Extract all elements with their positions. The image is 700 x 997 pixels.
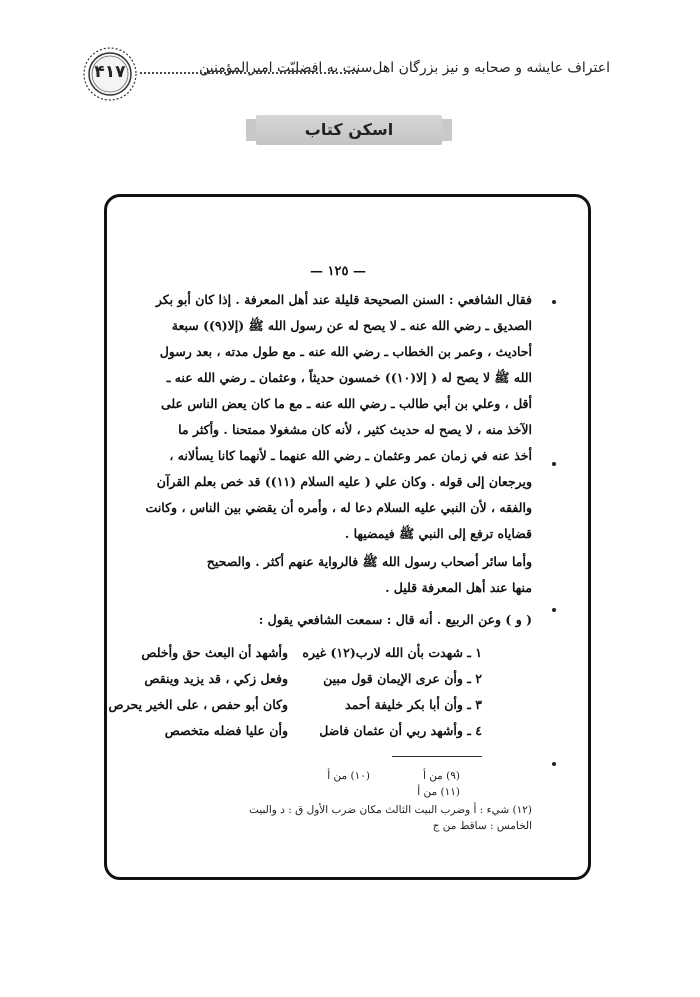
footnote: (١٢) شيء : أ وضرب البيت الثالث مكان ضرب الأول ق : د والبيت <box>249 804 532 816</box>
poem-intro: ( و ) وعن الربيع . أنه قال : سمعت الشافعي يقول : <box>258 612 532 627</box>
scan-mark <box>552 608 556 612</box>
text-line: الله ﷺ لا يصح له ( إلا(١٠)) خمسون حديثاً ، وعثمان ـ رضي الله عنه ـ <box>166 370 532 385</box>
text-line: فقال الشافعي : السنن الصحيحة قليلة عند أهل المعرفة . إذا كان أبو بكر <box>155 292 532 307</box>
footnote: الخامس : ساقط من ج <box>432 820 532 832</box>
text-line: والفقه ، لأن النبي عليه السلام دعا له ، وأمره أن يقضي بين الناس ، وكانت <box>145 500 532 515</box>
text-line: وأما سائر أصحاب رسول الله ﷺ فالرواية عنهم أكثر . والصحيح <box>206 554 532 569</box>
poem-hemistich-first: ١ ـ شهدت بأن الله لارب(١٢) غيره <box>302 645 482 660</box>
footnote: (١٠) من أ <box>327 770 370 782</box>
page-number: ۴۱۷ <box>94 62 126 82</box>
poem-hemistich-second: وأشهد أن البعث حق وأخلص <box>141 645 288 660</box>
poem-hemistich-second: وفعل زكي ، قد يزيد وينقص <box>144 671 288 686</box>
scan-mark <box>552 762 556 766</box>
poem-hemistich-first: ٢ ـ وأن عرى الإيمان قول مبين <box>323 671 482 686</box>
footnote: (٩) من أ <box>422 770 460 782</box>
text-line: قضاياه ترفع إلى النبي ﷺ فيمضيها . <box>344 526 532 541</box>
scan-mark <box>552 462 556 466</box>
running-title: اعتراف عایشه و صحابه و نیز بزرگان اهل‌سنت به افضلیّت امیرالمؤمنین <box>199 60 610 76</box>
scan-label-text: اسکن کتاب <box>304 120 394 139</box>
text-line: ويرجعان إلى قوله . وكان علي ( عليه السلام (١١)) قد خص بعلم القرآن <box>156 474 532 489</box>
text-line: أخذ عنه في زمان عمر وعثمان ـ رضي الله عنهما ـ لأنهما كانا يسألانه ، <box>169 448 532 463</box>
poem-hemistich-first: ٤ ـ وأشهد ربي أن عثمان فاضل <box>319 723 482 738</box>
poem-hemistich-first: ٣ ـ وأن أبا بكر خليفة أحمد <box>345 697 482 712</box>
poem-hemistich-second: وأن عليا فضله متخصص <box>164 723 288 738</box>
text-line: منها عند أهل المعرفة قليل . <box>385 580 532 595</box>
poem-hemistich-second: وكان أبو حفص ، على الخير يحرص <box>108 697 288 712</box>
text-line: أقل ، وعلي بن أبي طالب ـ رضي الله عنه ـ مع ما كان يعض الناس على <box>160 396 532 411</box>
scan-page-number: — ١٢٥ — <box>310 264 367 279</box>
text-line: الآخذ منه ، لا يصح له حديث كثير ، لأنه كان مشغولا ممتحنا . وأكثر ما <box>178 422 532 437</box>
footnote: (١١) من أ <box>417 786 460 798</box>
text-line: الصديق ـ رضي الله عنه ـ لا يصح له عن رسول الله ﷺ (إلا(٩)) سبعة <box>171 318 532 333</box>
text-line: أحاديث ، وعمر بن الخطاب ـ رضي الله عنه ـ مع طول مدته ، بعد رسول <box>159 344 532 359</box>
scan-mark <box>552 300 556 304</box>
